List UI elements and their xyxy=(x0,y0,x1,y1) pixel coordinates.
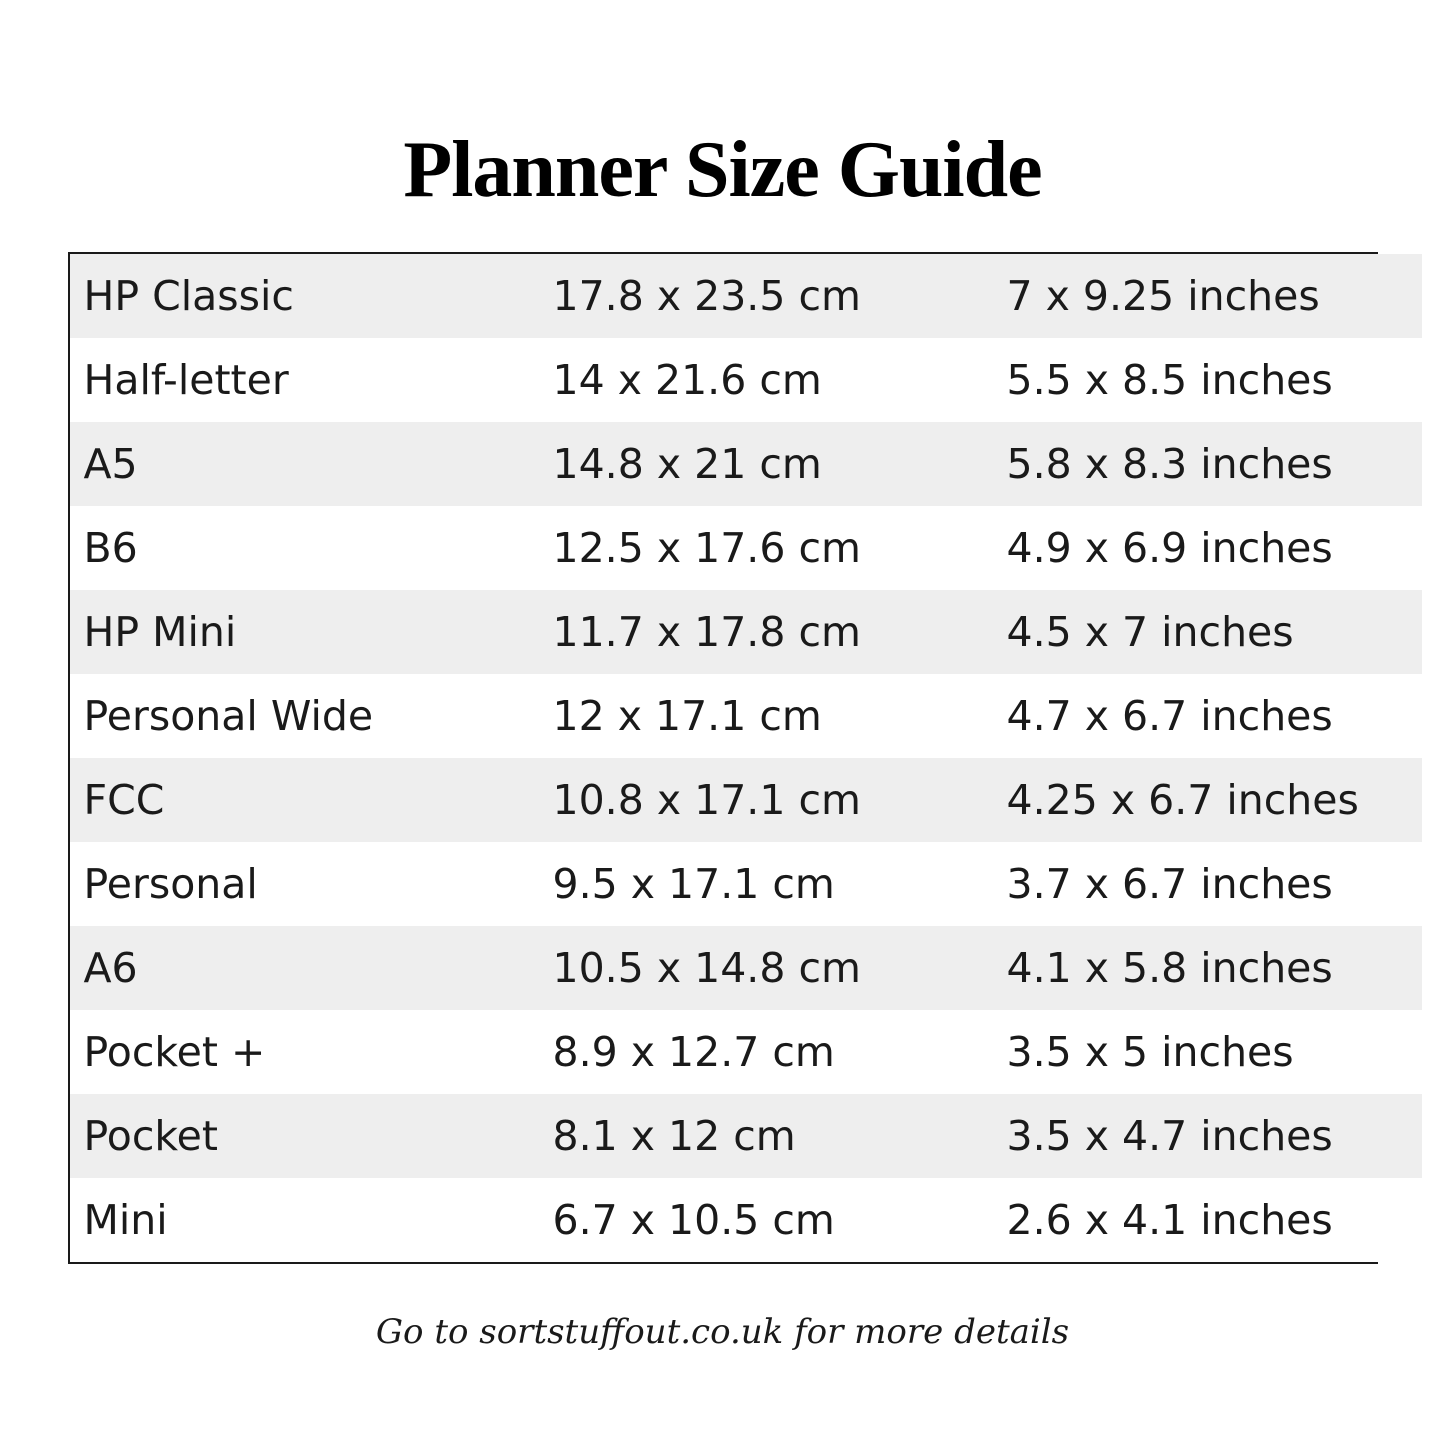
cell-size-cm: 12 x 17.1 cm xyxy=(552,692,822,740)
cell-size-inches: 2.6 x 4.1 inches xyxy=(1006,1196,1333,1244)
cell-size-inches: 3.5 x 4.7 inches xyxy=(1006,1112,1333,1160)
table-row xyxy=(70,1178,1422,1262)
cell-size-inches: 3.7 x 6.7 inches xyxy=(1006,860,1333,908)
cell-size-cm: 9.5 x 17.1 cm xyxy=(552,860,835,908)
cell-size-cm: 10.8 x 17.1 cm xyxy=(552,776,861,824)
cell-planner-name: HP Classic xyxy=(83,272,294,320)
cell-planner-name: A6 xyxy=(83,944,138,992)
cell-size-cm: 8.9 x 12.7 cm xyxy=(552,1028,835,1076)
table-row xyxy=(70,1010,1422,1094)
cell-planner-name: Personal xyxy=(83,860,258,908)
cell-size-inches: 4.7 x 6.7 inches xyxy=(1006,692,1333,740)
cell-size-inches: 4.25 x 6.7 inches xyxy=(1006,776,1359,824)
cell-size-cm: 10.5 x 14.8 cm xyxy=(552,944,861,992)
table-row xyxy=(70,842,1422,926)
table-row xyxy=(70,590,1422,674)
cell-planner-name: HP Mini xyxy=(83,608,237,656)
cell-size-inches: 4.9 x 6.9 inches xyxy=(1006,524,1333,572)
table-row xyxy=(70,758,1422,842)
cell-planner-name: B6 xyxy=(83,524,138,572)
cell-planner-name: Pocket xyxy=(83,1112,218,1160)
cell-size-inches: 5.5 x 8.5 inches xyxy=(1006,356,1333,404)
cell-size-inches: 3.5 x 5 inches xyxy=(1006,1028,1294,1076)
cell-size-inches: 4.1 x 5.8 inches xyxy=(1006,944,1333,992)
size-table xyxy=(70,254,1422,1262)
cell-size-cm: 17.8 x 23.5 cm xyxy=(552,272,861,320)
table-row xyxy=(70,338,1422,422)
size-table-body xyxy=(70,254,1422,1262)
cell-size-inches: 4.5 x 7 inches xyxy=(1006,608,1294,656)
cell-size-cm: 8.1 x 12 cm xyxy=(552,1112,796,1160)
cell-planner-name: Mini xyxy=(83,1196,168,1244)
cell-size-inches: 7 x 9.25 inches xyxy=(1006,272,1320,320)
table-row xyxy=(70,254,1422,338)
cell-planner-name: A5 xyxy=(83,440,138,488)
cell-size-cm: 12.5 x 17.6 cm xyxy=(552,524,861,572)
cell-size-cm: 6.7 x 10.5 cm xyxy=(552,1196,835,1244)
cell-planner-name: Personal Wide xyxy=(83,692,374,740)
table-row xyxy=(70,926,1422,1010)
table-row xyxy=(70,506,1422,590)
cell-planner-name: FCC xyxy=(83,776,165,824)
footer-note: Go to sortstuffout.co.uk for more details xyxy=(375,1312,1070,1352)
cell-size-inches: 5.8 x 8.3 inches xyxy=(1006,440,1333,488)
cell-size-cm: 11.7 x 17.8 cm xyxy=(552,608,861,656)
cell-size-cm: 14.8 x 21 cm xyxy=(552,440,822,488)
cell-planner-name: Pocket + xyxy=(83,1028,266,1076)
table-row xyxy=(70,1094,1422,1178)
size-table-container xyxy=(68,252,1378,1264)
table-row xyxy=(70,674,1422,758)
page-title: Planner Size Guide xyxy=(403,126,1042,214)
cell-size-cm: 14 x 21.6 cm xyxy=(552,356,822,404)
cell-planner-name: Half-letter xyxy=(83,356,289,404)
table-row xyxy=(70,422,1422,506)
